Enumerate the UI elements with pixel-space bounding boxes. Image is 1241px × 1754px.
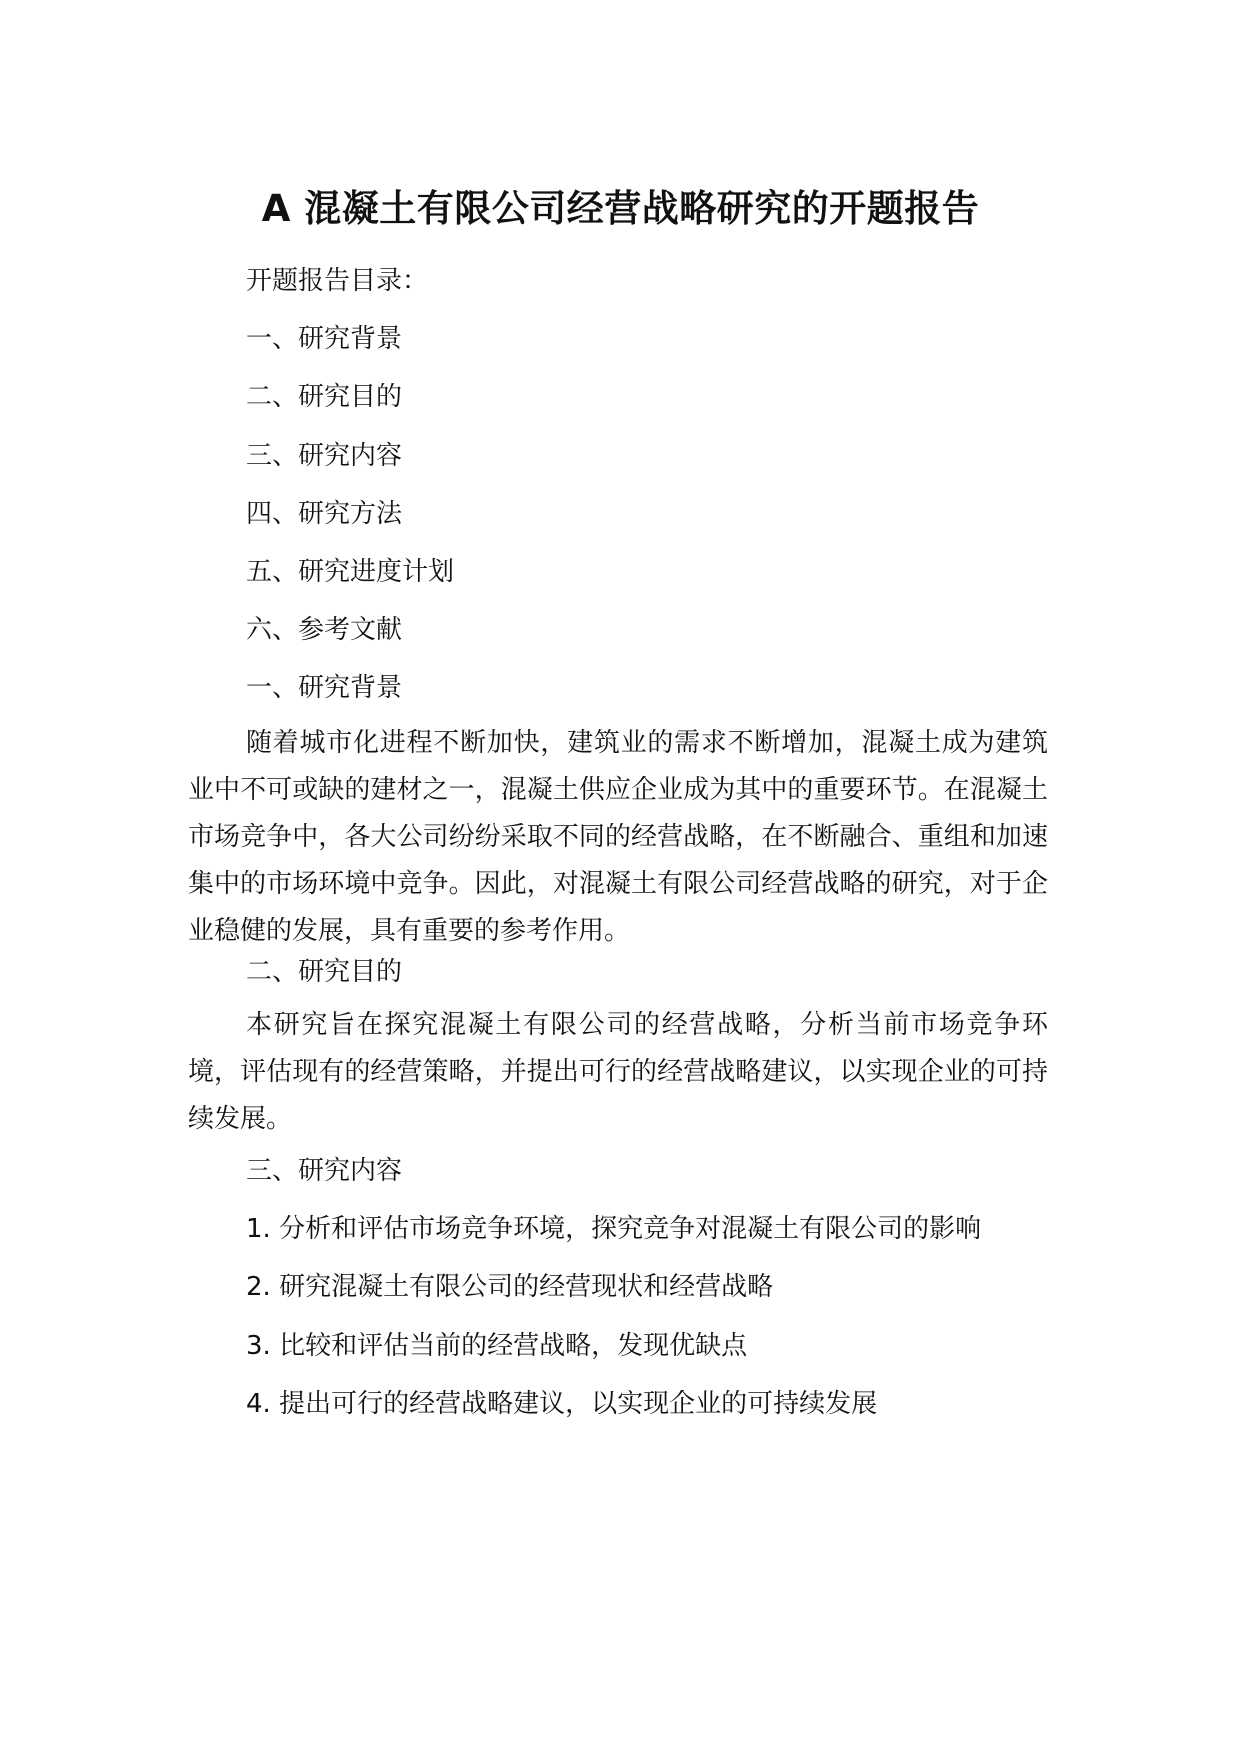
toc-heading: 开题报告目录： <box>246 266 429 296</box>
content-item-1: 1. 分析和评估市场竞争环境，探究竞争对混凝土有限公司的影响 <box>246 1214 982 1244</box>
document-title: A 混凝土有限公司经营战略研究的开题报告 <box>261 187 980 230</box>
section-body-purpose: 本研究旨在探究混凝土有限公司的经营战略，分析当前市场竞争环境，评估现有的经营策略，并提出可行的经营战略建议，以实现企业的可持续发展。 <box>188 1010 1048 1134</box>
toc-item-method: 四、研究方法 <box>246 499 403 529</box>
content-item-2: 2. 研究混凝土有限公司的经营现状和经营战略 <box>246 1272 774 1302</box>
toc-item-background: 一、研究背景 <box>246 324 403 354</box>
section-heading-purpose: 二、研究目的 <box>246 957 403 987</box>
section-heading-content: 三、研究内容 <box>246 1156 403 1186</box>
section-body-background: 随着城市化进程不断加快，建筑业的需求不断增加，混凝土成为建筑业中不可或缺的建材之一，混凝土供应企业成为其中的重要环节。在混凝土市场竞争中，各大公司纷纷采取不同的经营战略，在不断融合、重组和加速集中的市场环境中竞争。因此，对混凝土有限公司经营战略的研究，对于企业稳健的发展，具有重要的参考作用。 <box>188 728 1048 946</box>
toc-item-references: 六、参考文献 <box>246 615 403 645</box>
content-item-3: 3. 比较和评估当前的经营战略，发现优缺点 <box>246 1331 748 1361</box>
toc-item-schedule: 五、研究进度计划 <box>246 557 455 587</box>
toc-item-purpose: 二、研究目的 <box>246 382 403 412</box>
toc-item-content: 三、研究内容 <box>246 441 403 471</box>
section-heading-background: 一、研究背景 <box>246 673 403 703</box>
content-item-4: 4. 提出可行的经营战略建议，以实现企业的可持续发展 <box>246 1389 878 1419</box>
